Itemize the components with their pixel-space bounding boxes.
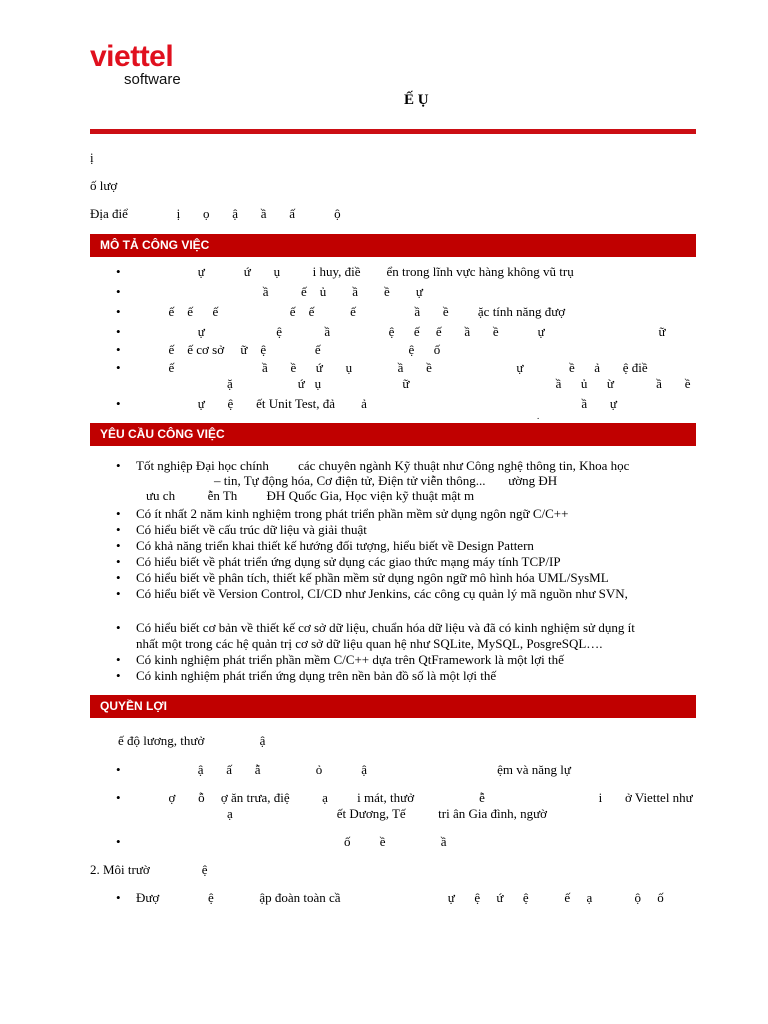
header-divider	[90, 129, 696, 134]
list-item: ế ế ế ế ế ế ầ ề ặc tính năng đượ	[136, 304, 566, 319]
document-title: Ế Ụ	[404, 92, 429, 108]
list-item: ầ ế ủ ầ ề ự	[136, 284, 423, 299]
bullet-dot: •	[116, 264, 121, 279]
list-item-continuation: ạ ết Dương, Tế tri ân Gia đình, ngườ	[136, 806, 548, 821]
list-item-continuation: ặ ứ ụ ữ ầ ủ ừ ầ ề	[136, 376, 691, 391]
bullet-dot: •	[116, 506, 121, 521]
bullet-dot: •	[116, 668, 121, 683]
list-item: ố ề ầ	[136, 834, 447, 849]
bullet-dot: •	[116, 554, 121, 569]
bullet-dot: •	[116, 570, 121, 585]
viettel-logo-wordmark: viettel	[90, 40, 174, 73]
list-item: ự ứ ụ i huy, điề ển trong lĩnh vực hàng không vũ trụ	[136, 264, 574, 279]
bullet-dot: •	[116, 342, 121, 357]
info-position: ị	[90, 150, 94, 165]
bullet-dot: •	[116, 324, 121, 339]
list-item-continuation: ưu ch ễn Th ĐH Quốc Gia, Học viện kỹ thuật mật m	[146, 488, 475, 503]
bullet-dot: •	[116, 538, 121, 553]
list-item: ự ệ ầ ệ ế ế ầ ề ự ữ	[136, 324, 666, 339]
list-item: ậ ấ ẫ ỏ ậ ệm và năng lự	[136, 762, 571, 777]
list-item: ự ệ ết Unit Test, đả ả ầ ự	[136, 396, 617, 411]
bullet-dot: •	[116, 396, 121, 411]
list-item: Có kinh nghiệm phát triển ứng dụng trên nền bản đồ số là một lợi thế	[136, 668, 497, 683]
list-item: Có hiểu biết về cấu trúc dữ liệu và giải thuật	[136, 522, 367, 537]
section-header-requirements: YÊU CẦU CÔNG VIỆC	[90, 423, 696, 446]
list-item: ế ế cơ sở ữ ệ ế ệ ố	[136, 342, 441, 357]
list-item: ợ ỗ ợ ăn trưa, điệ ạ i mát, thưở ễ i ở Viettel như	[136, 790, 693, 805]
list-item: Có kinh nghiệm phát triển phần mềm C/C++ dựa trên QtFramework là một lợi thế	[136, 652, 564, 667]
list-item: Có hiểu biết về phân tích, thiết kế phần mềm sử dụng ngôn ngữ mô hình hóa UML/SysML	[136, 570, 609, 585]
list-item: Có ít nhất 2 năm kinh nghiệm trong phát triển phần mềm sử dụng ngôn ngữ C/C++	[136, 506, 569, 521]
software-logo-subtitle: software	[124, 71, 181, 88]
section-header-job-description: MÔ TẢ CÔNG VIỆC	[90, 234, 696, 257]
subheading-work-environment: 2. Môi trườ ệ	[90, 862, 208, 877]
list-item: Tốt nghiệp Đại học chính các chuyên ngành Kỹ thuật như Công nghệ thông tin, Khoa học	[136, 458, 630, 473]
list-item: Có hiểu biết về phát triển ứng dụng sử dụng các giao thức mạng máy tính TCP/IP	[136, 554, 561, 569]
bullet-dot: •	[116, 652, 121, 667]
list-item-continuation: nhất một trong các hệ quản trị cơ sở dữ liệu quan hệ như SQLite, MySQL, PosgreSQL….	[136, 636, 603, 651]
bullet-dot: •	[116, 522, 121, 537]
section-header-benefits: QUYỀN LỢI	[90, 695, 696, 718]
list-item-continuation: – tin, Tự động hóa, Cơ điện tử, Điện tử viễn thông... ường ĐH	[136, 473, 558, 488]
bullet-dot: •	[116, 586, 121, 601]
stray-mark: .	[537, 411, 540, 421]
list-item: Có khả năng triển khai thiết kế hướng đối tượng, hiểu biết về Design Pattern	[136, 538, 534, 553]
info-location: Địa điể ị ọ ậ ầ ấ ộ	[90, 206, 341, 221]
bullet-dot: •	[116, 458, 121, 473]
bullet-dot: •	[116, 834, 121, 849]
benefits-intro: ế độ lương, thưở ậ	[118, 733, 266, 748]
bullet-dot: •	[116, 284, 121, 299]
list-item: Đượ ệ ập đoàn toàn cầ ự ệ ứ ệ ế ạ ộ ố	[136, 890, 664, 905]
bullet-dot: •	[116, 620, 121, 635]
list-item: Có hiểu biết cơ bản về thiết kế cơ sở dữ liệu, chuẩn hóa dữ liệu và đã có kinh nghiệm sử dụng ít	[136, 620, 635, 635]
list-item: ế ầ ề ứ ụ ầ ề ự ề ả ệ điề	[136, 360, 648, 375]
info-quantity: ố lượ	[90, 178, 118, 193]
bullet-dot: •	[116, 890, 121, 905]
list-item: Có hiểu biết về Version Control, CI/CD như Jenkins, các công cụ quản lý mã nguồn như SVN,	[136, 586, 628, 601]
bullet-dot: •	[116, 304, 121, 319]
bullet-dot: •	[116, 762, 121, 777]
bullet-dot: •	[116, 790, 121, 805]
bullet-dot: •	[116, 360, 121, 375]
